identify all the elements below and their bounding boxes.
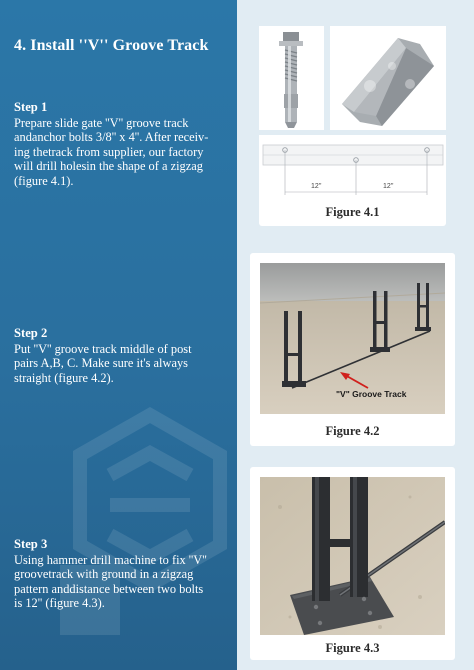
step-1-line: ing thetrack from supplier, our factory: [14, 144, 204, 159]
figure-4-1-track-card: [330, 26, 446, 130]
figure-4-3-photo: [260, 477, 445, 635]
step-3-line: groovetrack with ground in a zigzag: [14, 567, 194, 581]
step-1-line: Prepare slide gate ''V'' groove track: [14, 115, 189, 130]
step-1: [14, 100, 230, 188]
dimension-label-left: 12'': [311, 183, 322, 190]
figure-4-2-card: [250, 253, 455, 446]
v-groove-track-image: [330, 26, 446, 130]
post-base-closeup-image: [260, 477, 445, 635]
step-2-title: Step 2: [14, 326, 48, 340]
step-2-line: pairs A,B, C. Make sure it's always: [14, 356, 188, 370]
section-heading: 4. Install ''V'' Groove Track: [14, 37, 209, 54]
step-3-line: pattern anddistance between two bolts: [14, 581, 204, 596]
step-1-line: (figure 4.1).: [14, 173, 74, 188]
step-3: [14, 537, 230, 611]
figure-4-2-photo: [260, 263, 445, 414]
anchor-bolt-image: [259, 26, 324, 130]
v-groove-track-annotation: "V" Groove Track: [336, 389, 407, 399]
step-2: [14, 326, 230, 385]
track-drawing-image: [259, 135, 446, 205]
step-3-line: Using hammer drill machine to fix ''V'': [14, 552, 207, 567]
step-1-line: will drill holesin the shape of a zigzag: [14, 159, 203, 173]
step-2-line: straight (figure 4.2).: [14, 370, 114, 385]
figure-4-1-bolt-card: [259, 26, 324, 130]
step-3-line: is 12'' (figure 4.3).: [14, 596, 105, 610]
dimension-label-right: 12'': [383, 183, 394, 190]
step-1-title: Step 1: [14, 100, 48, 114]
figure-4-1-caption: Figure 4.1: [325, 205, 380, 219]
figure-4-3-card: [250, 467, 455, 660]
figure-4-2-caption: Figure 4.2: [325, 424, 380, 438]
figure-4-1-drawing-card: [259, 135, 446, 226]
step-2-line: Put ''V'' groove track middle of post: [14, 341, 192, 356]
figure-4-3-caption: Figure 4.3: [325, 641, 380, 655]
step-3-title: Step 3: [14, 537, 48, 551]
step-1-line: andanchor bolts 3/8'' x 4''. After receiv-: [14, 130, 209, 144]
